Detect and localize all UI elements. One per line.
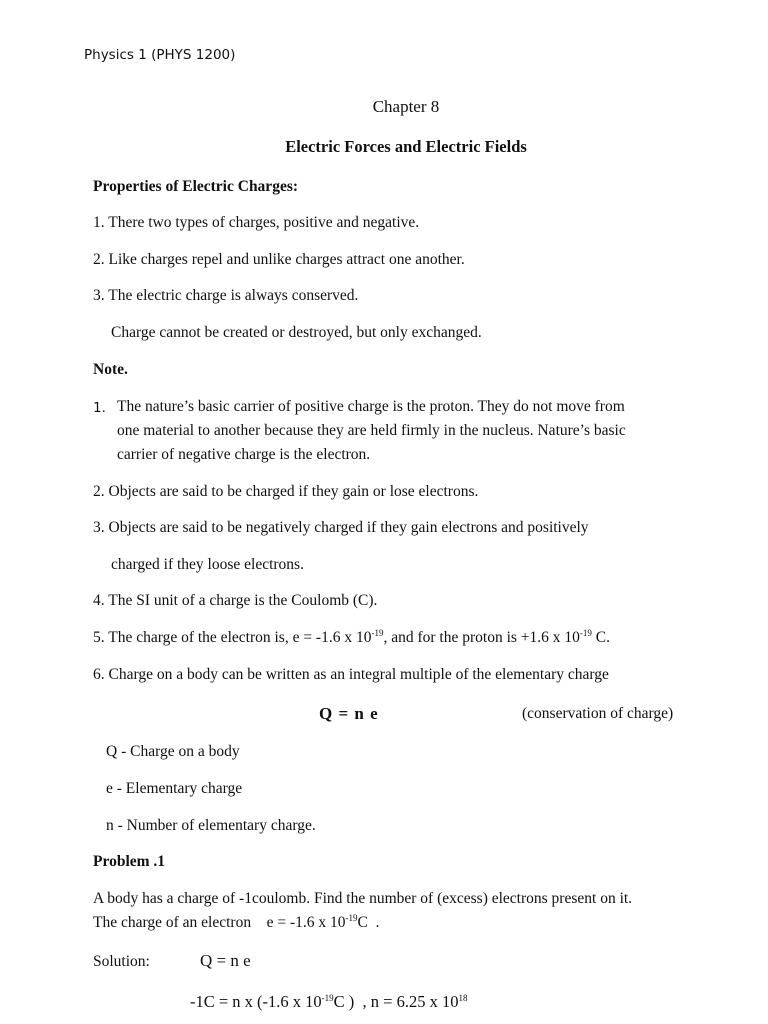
note-item-2: 2. Objects are said to be charged if they gain or lose electrons.	[93, 483, 479, 500]
definition-e: e - Elementary charge	[106, 780, 243, 797]
definition-n: n - Number of elementary charge.	[106, 817, 316, 834]
note-item-3-line-1: 3. Objects are said to be negatively charged if they gain electrons and positively	[93, 519, 589, 536]
properties-heading: Properties of Electric Charges:	[93, 178, 299, 195]
note-item-1-line-3: carrier of negative charge is the electron.	[117, 446, 371, 463]
calc-text-b: C ) , n = 6.25 x 10	[333, 992, 459, 1011]
calc-text-a: -1C = n x (-1.6 x 10	[190, 992, 322, 1011]
note-item-4: 4. The SI unit of a charge is the Coulomb (C).	[93, 592, 378, 609]
problem-heading: Problem .1	[93, 853, 166, 870]
problem-statement-line-2	[93, 914, 379, 932]
note-item-5-text-a: 5. The charge of the electron is, e = -1.6 x 10	[93, 629, 372, 646]
problem-line-2-text: The charge of an electron e = -1.6 x 10	[93, 914, 346, 931]
property-item-1: 1. There two types of charges, positive and negative.	[93, 214, 420, 231]
chapter-title: Electric Forces and Electric Fields	[285, 137, 527, 156]
formula-caption: (conservation of charge)	[522, 705, 674, 722]
note-item-5-exp-a: -19	[371, 628, 384, 638]
problem-line-2-end: C .	[357, 914, 380, 931]
property-item-3-detail: Charge cannot be created or destroyed, but only exchanged.	[111, 324, 482, 341]
chapter-number: Chapter 8	[372, 97, 440, 116]
property-item-3: 3. The electric charge is always conserved.	[93, 287, 359, 304]
calc-exp-b: 18	[458, 993, 468, 1003]
solution-calculation	[190, 993, 467, 1011]
note-item-1-number: 1.	[93, 400, 106, 416]
note-item-5-text-b: , and for the proton is +1.6 x 10	[383, 629, 580, 646]
note-heading: Note.	[93, 361, 128, 378]
solution-label: Solution:	[93, 953, 150, 970]
note-item-3-line-2: charged if they loose electrons.	[111, 556, 304, 573]
solution-equation: Q = n e	[200, 951, 251, 970]
problem-statement-line-1: A body has a charge of -1coulomb. Find the number of (excess) electrons present on it.	[93, 890, 633, 907]
formula-equation: Q = n e	[319, 704, 378, 723]
course-header: Physics 1 (PHYS 1200)	[84, 47, 236, 63]
property-item-2: 2. Like charges repel and unlike charges attract one another.	[93, 251, 465, 268]
definition-q: Q - Charge on a body	[106, 743, 240, 760]
note-item-1-line-2: one material to another because they are held firmly in the nucleus. Nature’s basic	[117, 422, 626, 439]
problem-line-2-exp: -19	[345, 913, 358, 923]
note-item-5	[93, 629, 610, 647]
note-item-6: 6. Charge on a body can be written as an integral multiple of the elementary charge	[93, 666, 609, 683]
note-item-5-exp-b: -19	[579, 628, 592, 638]
note-item-1-line-1: The nature’s basic carrier of positive charge is the proton. They do not move from	[117, 398, 625, 415]
calc-exp-a: -19	[321, 993, 334, 1003]
note-item-5-text-c: C.	[591, 629, 611, 646]
